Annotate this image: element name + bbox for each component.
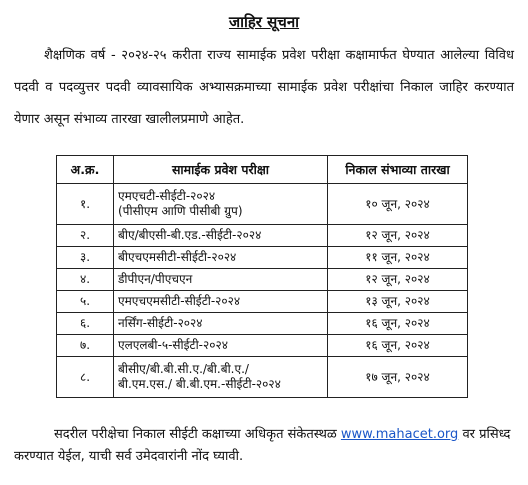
table-row (57, 247, 468, 269)
table-row (57, 291, 468, 313)
row-exam: बीएचएमसीटी-सीईटी-२०२४ (114, 247, 328, 269)
row-exam: डीपीएन/पीएचएन (114, 269, 328, 291)
row-result-date: १२ जून, २०२४ (328, 269, 468, 291)
row-sr-no: ३. (57, 247, 114, 269)
row-sr-no: १. (57, 184, 114, 225)
intro-text: शैक्षणिक वर्ष - २०२४-२५ करीता राज्य सामाईक प्रवेश परीक्षा कक्षामार्फत घेण्यात आलेल्या विविध पदवी व पदव्युत्तर पदवी व्यावसायिक अभ्यासक्रमाच्या सामाईक प्रवेश परीक्षांचा निकाल जाहिर करण्यात येणार असून संभाव्य तारखा खालीलप्रमाणे आहेत. (14, 48, 514, 127)
row-sr-no: ५. (57, 291, 114, 313)
mahacet-website-link[interactable]: www.mahacet.org (340, 427, 459, 442)
row-result-date: १३ जून, २०२४ (328, 291, 468, 313)
row-exam-line1: बीसीए/बी.बी.सी.ए./बी.बी.ए./ (118, 362, 249, 376)
table-header-row (57, 156, 468, 184)
row-result-date: १६ जून, २०२४ (328, 335, 468, 357)
header-exam: सामाईक प्रवेश परीक्षा (114, 156, 328, 184)
row-exam: एमएचएमसीटी-सीईटी-२०२४ (114, 291, 328, 313)
row-sr-no: ४. (57, 269, 114, 291)
row-exam-line2: (पीसीएम आणि पीसीबी ग्रुप) (118, 204, 243, 218)
row-result-date: ११ जून, २०२४ (328, 247, 468, 269)
row-sr-no: २. (57, 225, 114, 247)
row-sr-no: ७. (57, 335, 114, 357)
footer-text-2: वर प्रसिध्द करण्यात येईल, याची सर्व उमेदवारांनी नोंद घ्यावी. (14, 427, 511, 464)
footer-paragraph (14, 424, 514, 468)
row-result-date: १६ जून, २०२४ (328, 313, 468, 335)
table-row (57, 269, 468, 291)
header-sr-no: अ.क्र. (57, 156, 114, 184)
row-result-date: १० जून, २०२४ (328, 184, 468, 225)
results-schedule-table (56, 155, 468, 398)
header-result-date: निकाल संभाव्या तारखा (328, 156, 468, 184)
footer-text: सदरील परीक्षेचा निकाल सीईटी कक्षाच्या अधिकृत संकेतस्थळ (54, 427, 337, 442)
row-sr-no: ६. (57, 313, 114, 335)
table-row (57, 184, 468, 225)
row-result-date: १७ जून, २०२४ (328, 357, 468, 398)
table-row (57, 313, 468, 335)
intro-paragraph (14, 40, 514, 136)
notice-title: जाहिर सूचना (228, 13, 300, 31)
table-row (57, 225, 468, 247)
row-result-date: १२ जून, २०२४ (328, 225, 468, 247)
row-exam-line2: बी.एम.एस./ बी.बी.एम.-सीईटी-२०२४ (118, 377, 281, 391)
row-exam: बीए/बीएसी-बी.एड.-सीईटी-२०२४ (114, 225, 328, 247)
row-exam: नर्सिंग-सीईटी-२०२४ (114, 313, 328, 335)
row-exam: एलएलबी-५-सीईटी-२०२४ (114, 335, 328, 357)
row-sr-no: ८. (57, 357, 114, 398)
row-exam (114, 184, 328, 225)
row-exam (114, 357, 328, 398)
row-exam-line1: एमएचटी-सीईटी-२०२४ (118, 189, 216, 203)
table-row (57, 357, 468, 398)
table-row (57, 335, 468, 357)
